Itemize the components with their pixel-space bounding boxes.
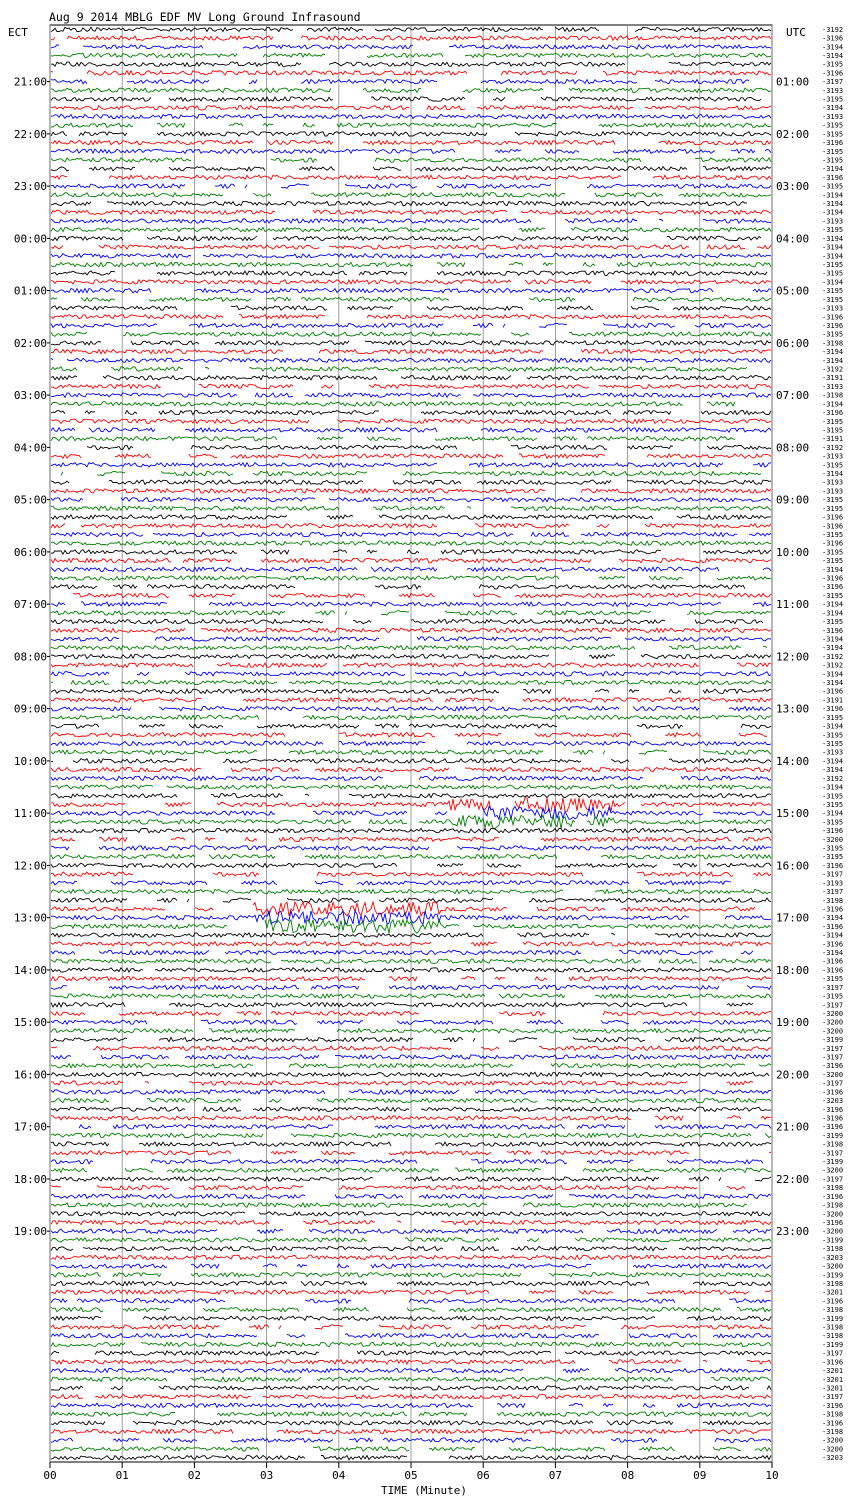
trace-offset-label: -3196 [822,173,844,182]
x-tick-label: 06 [476,1469,490,1482]
ect-hour-label: 11:00 [13,807,47,821]
trace-offset-label: -3198 [822,1428,844,1437]
utc-hour-label: 17:00 [776,911,810,925]
trace-offset-label: -3196 [822,34,844,43]
trace-offset-label: -3196 [822,1297,844,1306]
trace-offset-label: -3196 [822,513,844,522]
trace-offset-label: -3195 [822,713,844,722]
trace-offset-label: -3200 [822,1018,844,1027]
trace-offset-label: -3194 [822,600,844,609]
trace-offset-label: -3195 [822,618,844,627]
x-tick-label: 09 [693,1469,707,1482]
utc-hour-label: 20:00 [776,1068,810,1082]
utc-hour-label: 09:00 [776,493,810,507]
trace-offset-label: -3194 [822,635,844,644]
trace-offset-label: -3194 [822,931,844,940]
trace-offset-label: -3200 [822,1227,844,1236]
trace-offset-label: -3196 [822,1419,844,1428]
trace-offset-label: -3195 [822,557,844,566]
utc-hour-label: 22:00 [776,1172,810,1186]
trace-line [51,1003,753,1007]
utc-hour-label: 08:00 [776,441,810,455]
trace-offset-label: -3196 [822,139,844,148]
trace-offset-label: -3192 [822,661,844,670]
trace-offset-label: -3196 [822,1123,844,1132]
ect-hour-label: 17:00 [13,1120,47,1134]
trace-line [51,619,763,623]
trace-offset-label: -3194 [822,165,844,174]
trace-offset-label: -3196 [822,957,844,966]
utc-hour-label: 12:00 [776,650,810,664]
trace-offset-label: -3200 [822,1262,844,1271]
utc-hour-label: 11:00 [776,598,810,612]
trace-offset-label: -3196 [822,905,844,914]
trace-offset-label: -3195 [822,740,844,748]
trace-offset-label: -3199 [822,1131,844,1140]
trace-offset-label: -3200 [822,1027,844,1036]
trace-offset-label: -3197 [822,78,844,87]
trace-offset-label: -3199 [822,1314,844,1323]
trace-offset-label: -3192 [822,652,844,661]
ect-hour-label: 19:00 [13,1225,47,1239]
trace-offset-label: -3194 [822,565,844,574]
x-tick-label: 03 [259,1469,274,1482]
trace-offset-label: -3199 [822,1036,844,1045]
trace-offset-label: -3194 [822,234,844,243]
trace-offset-label: -3201 [822,1375,844,1384]
trace-offset-label: -3195 [822,156,844,165]
utc-hour-label: 10:00 [776,545,810,559]
trace-offset-label: -3196 [822,705,844,714]
trace-offset-label: -3195 [822,60,844,69]
trace-offset-label: -3198 [822,1332,844,1341]
trace-line [51,881,731,885]
trace-offset-label: -3196 [822,827,844,836]
trace-offset-label: -3197 [822,1044,844,1053]
utc-hour-label: 14:00 [776,754,810,768]
trace-line [51,950,753,954]
ect-hour-label: 06:00 [13,545,47,559]
trace-line [51,1081,753,1085]
ect-hour-label: 21:00 [13,75,47,89]
trace-offset-label: -3194 [822,104,844,113]
trace-offset-label: -3196 [822,522,844,531]
trace-offset-label: -3193 [822,304,844,313]
x-tick-label: 07 [548,1469,563,1482]
trace-offset-label: -3193 [822,112,844,121]
trace-offset-label: -3196 [822,574,844,583]
trace-offset-label: -3196 [822,940,844,949]
trace-offset-label: -3196 [822,583,844,592]
trace-offset-label: -3195 [822,731,844,740]
ect-hour-label: 00:00 [13,232,47,246]
utc-hour-label: 02:00 [776,127,810,141]
trace-offset-label: -3196 [822,1088,844,1097]
utc-hour-label: 13:00 [776,702,810,716]
trace-offset-label: -3193 [822,217,844,226]
trace-offset-label: -3194 [822,809,844,818]
grid-layer [47,25,772,1468]
x-axis-title: TIME (Minute) [380,1484,468,1497]
trace-offset-label: -3197 [822,1053,844,1062]
trace-offset-label: -3195 [822,269,844,278]
trace-line [51,79,749,83]
chart-title: Aug 9 2014 MBLG EDF MV Long Ground Infrasound [49,10,361,24]
trace-offset-label: -3198 [822,1306,844,1315]
trace-offset-label: -3197 [822,1349,844,1358]
trace-offset-label: -3194 [822,208,844,217]
trace-offset-label: -3193 [822,748,844,757]
trace-line [51,236,761,240]
trace-offset-label: -3193 [822,487,844,496]
trace-offset-label: -3193 [822,452,844,461]
trace-offset-label: -3195 [822,295,844,304]
trace-offset-label: -3191 [822,696,844,705]
trace-offset-label: -3196 [822,313,844,322]
x-tick-label: 02 [187,1469,202,1482]
trace-offset-label: -3198 [822,1279,844,1288]
trace-offset-label: -3198 [822,1201,844,1210]
trace-line [51,1186,745,1190]
trace-offset-label: -3194 [822,200,844,209]
trace-offset-label: -3197 [822,1079,844,1088]
left-axis-label: ECT [8,26,28,39]
trace-offset-label: -3197 [822,1393,844,1402]
ect-hour-label: 13:00 [13,911,47,925]
trace-offset-label: -3203 [822,1097,844,1106]
trace-offset-label: -3200 [822,1445,844,1454]
trace-offset-label: -3198 [822,339,844,348]
trace-offset-label: -3194 [822,43,844,52]
utc-hour-label: 06:00 [776,336,810,350]
x-tick-label: 10 [765,1469,779,1482]
trace-offset-label: -3194 [822,949,844,958]
utc-hour-label: 07:00 [776,389,810,403]
ect-hour-label: 09:00 [13,702,47,716]
ect-hour-label: 23:00 [13,180,47,194]
trace-offset-label: -3195 [822,182,844,191]
trace-offset-label: -3199 [822,1340,844,1349]
trace-offset-label: -3196 [822,321,844,330]
trace-offset-label: -3195 [822,792,844,801]
trace-offset-label: -3198 [822,391,844,400]
trace-offset-label: -3195 [822,975,844,984]
trace-offset-label: -3195 [822,800,844,809]
trace-line [51,1203,747,1207]
trace-offset-label: -3199 [822,1271,844,1280]
trace-offset-label: -3194 [822,243,844,252]
ect-hour-label: 15:00 [13,1016,47,1030]
trace-offset-label: -3195 [822,461,844,470]
trace-offset-label: -3192 [822,25,844,34]
trace-offset-label: -3196 [822,409,844,418]
trace-offset-label: -3196 [822,687,844,696]
trace-line [51,1072,769,1076]
utc-hour-label: 01:00 [776,75,810,89]
trace-offset-label: -3195 [822,121,844,130]
trace-offset-label: -3196 [822,1358,844,1367]
trace-offset-label: -3194 [822,191,844,200]
trace-offset-label: -3195 [822,992,844,1001]
trace-offset-label: -3192 [822,365,844,374]
x-tick-label: 04 [332,1469,346,1482]
trace-offset-label: -3199 [822,1236,844,1245]
trace-line [51,585,745,589]
trace-offset-label: -3193 [822,382,844,391]
trace-offset-label: -3198 [822,1245,844,1254]
trace-offset-label: -3195 [822,844,844,853]
trace-line [79,1125,771,1129]
right-axis-label: UTC [786,26,806,39]
trace-offset-label: -3195 [822,261,844,269]
trace-offset-label: -3194 [822,51,844,60]
ect-hour-label: 18:00 [13,1172,47,1186]
trace-offset-label: -3195 [822,330,844,339]
x-tick-label: 01 [115,1469,129,1482]
trace-offset-label: -3196 [822,626,844,635]
trace-offset-label: -3196 [822,861,844,870]
trace-line [51,733,767,737]
trace-offset-label: -3197 [822,1149,844,1158]
trace-offset-label: -3194 [822,609,844,618]
trace-offset-label: -3197 [822,1001,844,1010]
trace-offset-label: -3194 [822,400,844,409]
trace-line [51,367,747,371]
trace-offset-label: -3191 [822,374,844,383]
ect-hour-label: 10:00 [13,754,47,768]
utc-hour-label: 05:00 [776,284,810,298]
trace-offset-label: -3194 [822,783,844,792]
trace-offset-label: -3194 [822,914,844,923]
trace-offset-label: -3196 [822,1401,844,1410]
trace-offset-label: -3200 [822,1009,844,1018]
ect-hour-label: 03:00 [13,389,47,403]
trace-offset-label: -3194 [822,670,844,679]
trace-offset-label: -3194 [822,679,844,688]
trace-offset-label: -3196 [822,69,844,78]
trace-line [51,1159,763,1163]
trace-line [73,593,771,597]
trace-offset-label: -3195 [822,226,844,235]
trace-offset-label: -3200 [822,1166,844,1175]
ect-hour-label: 07:00 [13,598,47,612]
utc-hour-label: 04:00 [776,232,810,246]
trace-offset-label: -3197 [822,1175,844,1184]
trace-offset-label: -3194 [822,348,844,357]
trace-line [51,646,767,650]
trace-offset-label: -3195 [822,591,844,600]
x-tick-label: 00 [43,1469,57,1482]
trace-offset-label: -3200 [822,1070,844,1079]
x-tick-label: 08 [620,1469,635,1482]
trace-offset-label: -3195 [822,417,844,426]
trace-offset-label: -3195 [822,287,844,296]
trace-offset-label: -3193 [822,879,844,888]
trace-offset-label: -3198 [822,1323,844,1332]
trace-offset-label: -3192 [822,774,844,783]
trace-offset-label: -3196 [822,539,844,548]
trace-offset-label: -3201 [822,1384,844,1393]
trace-offset-label: -3194 [822,757,844,766]
trace-offset-label: -3198 [822,896,844,905]
trace-line [87,445,771,449]
trace-offset-label: -3199 [822,1158,844,1167]
trace-offset-label: -3196 [822,966,844,975]
trace-offset-label: -3201 [822,1367,844,1376]
trace-offset-label: -3194 [822,644,844,653]
trace-offset-label: -3195 [822,496,844,505]
utc-hour-label: 16:00 [776,859,810,873]
trace-offset-label: -3194 [822,470,844,479]
trace-offset-label: -3197 [822,983,844,992]
trace-offset-label: -3197 [822,870,844,879]
trace-offset-label: -3200 [822,1210,844,1219]
trace-offset-label: -3198 [822,1184,844,1193]
trace-offset-label: -3196 [822,1219,844,1227]
trace-offset-label: -3195 [822,530,844,539]
ect-hour-label: 12:00 [13,859,47,873]
trace-offset-label: -3194 [822,252,844,261]
trace-offset-label: -3203 [822,1253,844,1262]
utc-hour-label: 21:00 [776,1120,810,1134]
trace-offset-label: -3200 [822,835,844,844]
trace-line [51,437,735,441]
trace-offset-label: -3195 [822,95,844,104]
trace-offset-label: -3203 [822,1454,844,1463]
trace-offset-label: -3198 [822,1410,844,1419]
ect-hour-label: 16:00 [13,1068,47,1082]
x-tick-label: 05 [404,1469,418,1482]
utc-hour-label: 18:00 [776,963,810,977]
trace-offset-label: -3193 [822,478,844,487]
trace-offset-label: -3192 [822,443,844,452]
utc-hour-label: 23:00 [776,1225,810,1239]
ect-hour-label: 04:00 [13,441,47,455]
trace-offset-label: -3195 [822,130,844,139]
trace-line [51,271,767,275]
trace-offset-label: -3195 [822,853,844,862]
trace-offset-label: -3194 [822,766,844,775]
trace-offset-label: -3195 [822,818,844,827]
trace-offset-label: -3196 [822,1105,844,1114]
trace-offset-label: -3196 [822,1192,844,1201]
trace-line [51,402,735,406]
utc-hour-label: 19:00 [776,1016,810,1030]
ect-hour-label: 14:00 [13,963,47,977]
trace-offset-label: -3195 [822,504,844,513]
trace-offset-label: -3196 [822,1062,844,1071]
trace-offset-label: -3196 [822,922,844,931]
ect-hour-label: 22:00 [13,127,47,141]
ect-hour-label: 05:00 [13,493,47,507]
trace-offset-label: -3195 [822,147,844,156]
trace-offset-label: -3191 [822,435,844,444]
utc-hour-label: 03:00 [776,180,810,194]
trace-offset-label: -3201 [822,1288,844,1297]
ect-hour-label: 02:00 [13,336,47,350]
trace-offset-label: -3200 [822,1436,844,1445]
trace-offset-label: -3195 [822,426,844,435]
ect-hour-label: 08:00 [13,650,47,664]
trace-offset-label: -3196 [822,1114,844,1123]
trace-offset-label: -3194 [822,278,844,287]
trace-offset-label: -3197 [822,888,844,897]
trace-offset-label: -3195 [822,548,844,557]
ect-hour-label: 01:00 [13,284,47,298]
utc-hour-label: 15:00 [776,807,810,821]
trace-offset-label: -3198 [822,1140,844,1149]
trace-line [51,201,747,205]
trace-offset-label: -3194 [822,722,844,731]
trace-offset-label: -3193 [822,86,844,95]
trace-offset-label: -3194 [822,356,844,365]
